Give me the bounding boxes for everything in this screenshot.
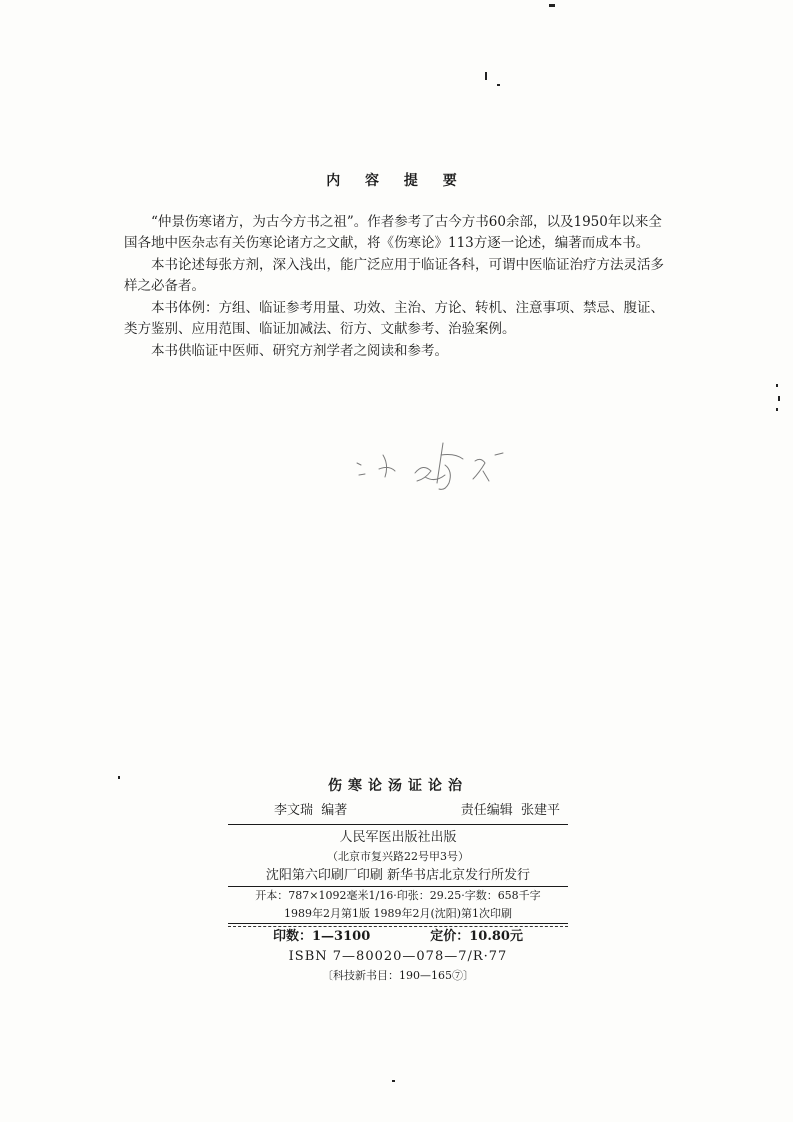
catalog-number: 〔科技新书目：190—165⑦〕 bbox=[322, 969, 474, 982]
scan-speck bbox=[549, 4, 555, 7]
book-title: 伤寒论汤证论治 bbox=[328, 778, 468, 794]
summary-body bbox=[124, 212, 664, 363]
isbn: ISBN 7—80020—078—7/R·77 bbox=[288, 949, 508, 964]
scan-speck bbox=[485, 72, 487, 80]
print-run: 印数：1—3100 bbox=[273, 929, 371, 944]
author-line bbox=[228, 799, 568, 824]
scan-speck bbox=[497, 84, 500, 86]
price: 定价：10.80元 bbox=[430, 929, 523, 944]
publisher: 人民军医出版社出版 bbox=[339, 830, 457, 845]
author: 李文瑞 编著 bbox=[274, 803, 348, 818]
summary-paragraph: 本书供临证中医师、研究方剂学者之阅读和参考。 bbox=[151, 343, 448, 359]
summary-paragraph: 本书论述每张方剂，深入浅出，能广泛应用于临证各科，可谓中医临证治疗方法灵活多样之必备者。 bbox=[124, 257, 664, 294]
summary-paragraph: “仲景伤寒诸方，为古今方书之祖”。作者参考了古今方书60余部，以及1950年以来全国各地中医杂志有关伤寒论诸方之文献，将《伤寒论》113方逐一论述，编著而成本书。 bbox=[124, 214, 662, 251]
editor: 责任编辑 张建平 bbox=[460, 803, 560, 818]
handwritten-signature bbox=[345, 425, 525, 515]
divider bbox=[228, 824, 568, 825]
format-specs: 开本：787×1092毫米1/16·印张：29.25·字数：658千字 bbox=[255, 889, 541, 902]
scan-speck bbox=[776, 384, 778, 387]
scan-speck bbox=[776, 408, 778, 411]
summary-paragraph: 本书体例：方组、临证参考用量、功效、主治、方论、转机、注意事项、禁忌、腹证、类方鉴别、应用范围、临证加减法、衍方、文献参考、治验案例。 bbox=[124, 300, 664, 337]
colophon bbox=[228, 775, 568, 985]
edition-info: 1989年2月第1版 1989年2月(沈阳)第1次印刷 bbox=[283, 907, 513, 920]
scan-speck bbox=[392, 1080, 395, 1082]
scan-speck bbox=[778, 396, 780, 401]
summary-title: 内 容 提 要 bbox=[326, 173, 467, 189]
printer-distributor: 沈阳第六印刷厂印刷 新华书店北京发行所发行 bbox=[265, 868, 531, 883]
divider bbox=[228, 923, 568, 924]
publisher-address: （北京市复兴路22号甲3号） bbox=[327, 850, 469, 863]
print-run-price bbox=[228, 927, 568, 947]
scan-speck bbox=[118, 776, 120, 779]
